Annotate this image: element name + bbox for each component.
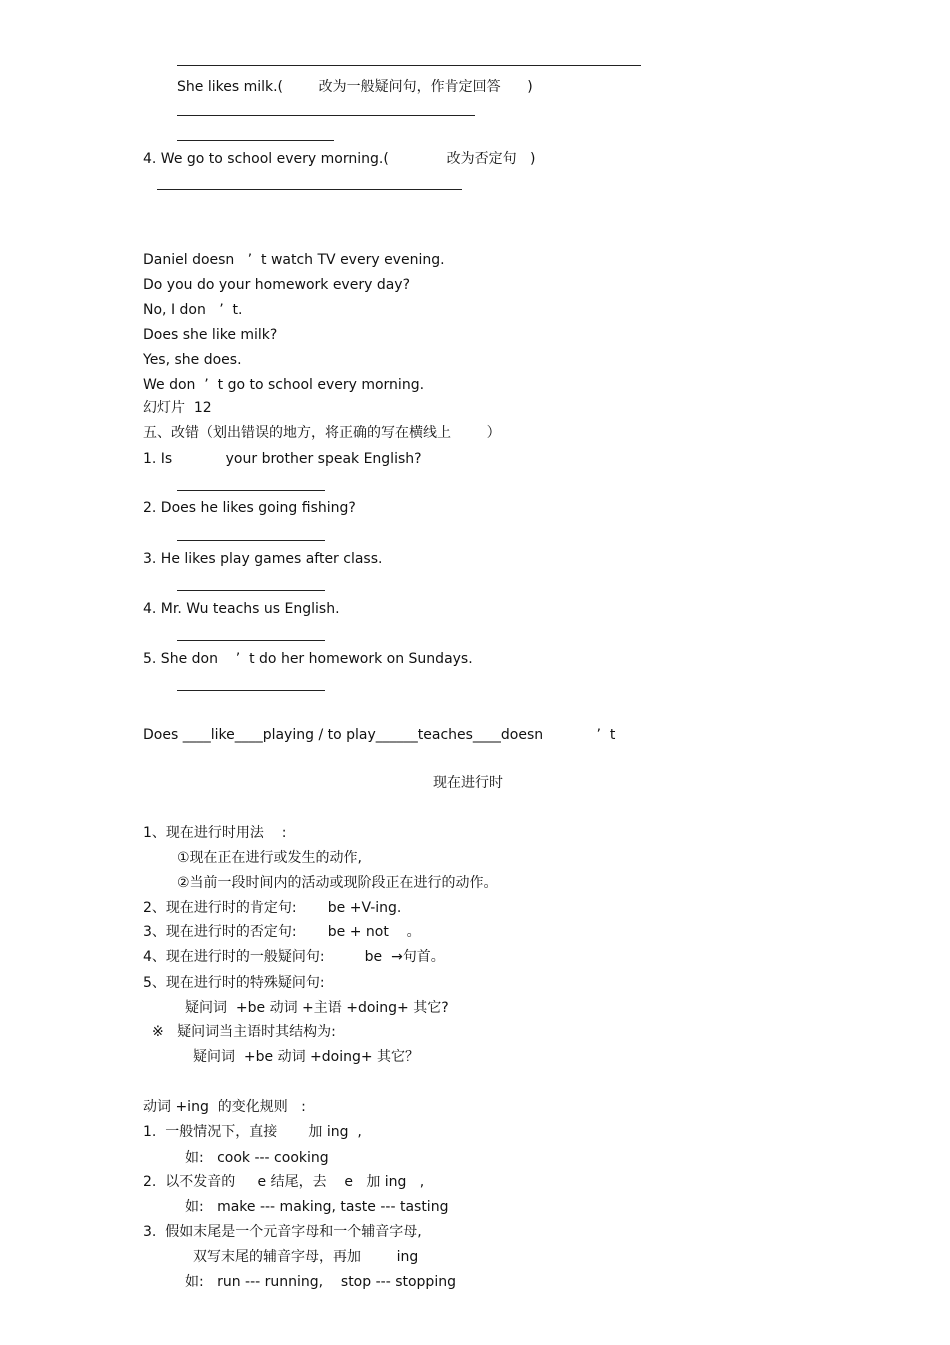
exercise-item: 5. She don ’ t do her homework on Sundays. <box>143 651 473 667</box>
rule-line: 双写末尾的辅音字母，再加 ing <box>193 1249 419 1265</box>
answer-blank-line <box>177 140 334 141</box>
grammar-line: ②当前一段时间内的活动或现阶段正在进行的动作。 <box>177 875 498 891</box>
rule-line: 3. 假如末尾是一个元音字母和一个辅音字母, <box>143 1224 422 1240</box>
grammar-line: ①现在正在进行或发生的动作, <box>177 850 363 866</box>
answer-line: Do you do your homework every day? <box>143 277 411 293</box>
grammar-line: 5、现在进行时的特殊疑问句: <box>143 975 325 991</box>
answer-blank-line <box>177 590 325 591</box>
rule-line: 1. 一般情况下，直接 加 ing , <box>143 1124 362 1140</box>
rule-example: 如: run --- running, stop --- stopping <box>185 1274 456 1290</box>
exercise-item: 1. Is your brother speak English? <box>143 451 422 467</box>
slide-label: 幻灯片 12 <box>143 400 212 416</box>
rule-example: 如: cook --- cooking <box>185 1150 329 1166</box>
answer-blank-line <box>177 690 325 691</box>
answer-key: Does ____like____playing / to play______teaches____doesn ’ t <box>143 727 616 743</box>
answer-line: No, I don ’ t. <box>143 302 243 318</box>
grammar-line: 1、现在进行时用法 : <box>143 825 287 841</box>
section-title: 五、改错（划出错误的地方，将正确的写在横线上 ） <box>143 425 501 441</box>
exercise-item: 4. Mr. Wu teachs us English. <box>143 601 340 617</box>
rule-line: 2. 以不发音的 e 结尾，去 e 加 ing , <box>143 1174 425 1190</box>
answer-blank-line <box>177 115 475 116</box>
grammar-line: ※ 疑问词当主语时其结构为: <box>152 1024 336 1040</box>
answer-line: We don ’ t go to school every morning. <box>143 377 425 393</box>
answer-blank-line <box>157 189 462 190</box>
exercise-q3-prompt: She likes milk.( 改为一般疑问句，作肯定回答 ) <box>177 79 533 95</box>
exercise-item: 3. He likes play games after class. <box>143 551 383 567</box>
answer-blank-line <box>177 640 325 641</box>
exercise-q4-prompt: 4. We go to school every morning.( 改为否定句 ) <box>143 151 536 167</box>
section-heading: 现在进行时 <box>433 775 503 791</box>
grammar-line: 疑问词 +be 动词 +doing+ 其它？ <box>193 1049 420 1065</box>
answer-line: Daniel doesn ’ t watch TV every evening. <box>143 252 445 268</box>
rule-example: 如: make --- making, taste --- tasting <box>185 1199 449 1215</box>
answer-line: Yes, she does. <box>143 352 242 368</box>
rules-title: 动词 +ing 的变化规则 : <box>143 1099 306 1115</box>
grammar-line: 疑问词 +be 动词 +主语 +doing+ 其它? <box>185 1000 449 1016</box>
answer-blank-line <box>177 490 325 491</box>
answer-blank-line <box>177 65 641 66</box>
grammar-line: 3、现在进行时的否定句: be + not 。 <box>143 924 421 940</box>
exercise-item: 2. Does he likes going fishing? <box>143 500 356 516</box>
answer-blank-line <box>177 540 325 541</box>
grammar-line: 4、现在进行时的一般疑问句: be →句首。 <box>143 949 445 965</box>
answer-line: Does she like milk? <box>143 327 278 343</box>
grammar-line: 2、现在进行时的肯定句: be +V-ing. <box>143 900 402 916</box>
